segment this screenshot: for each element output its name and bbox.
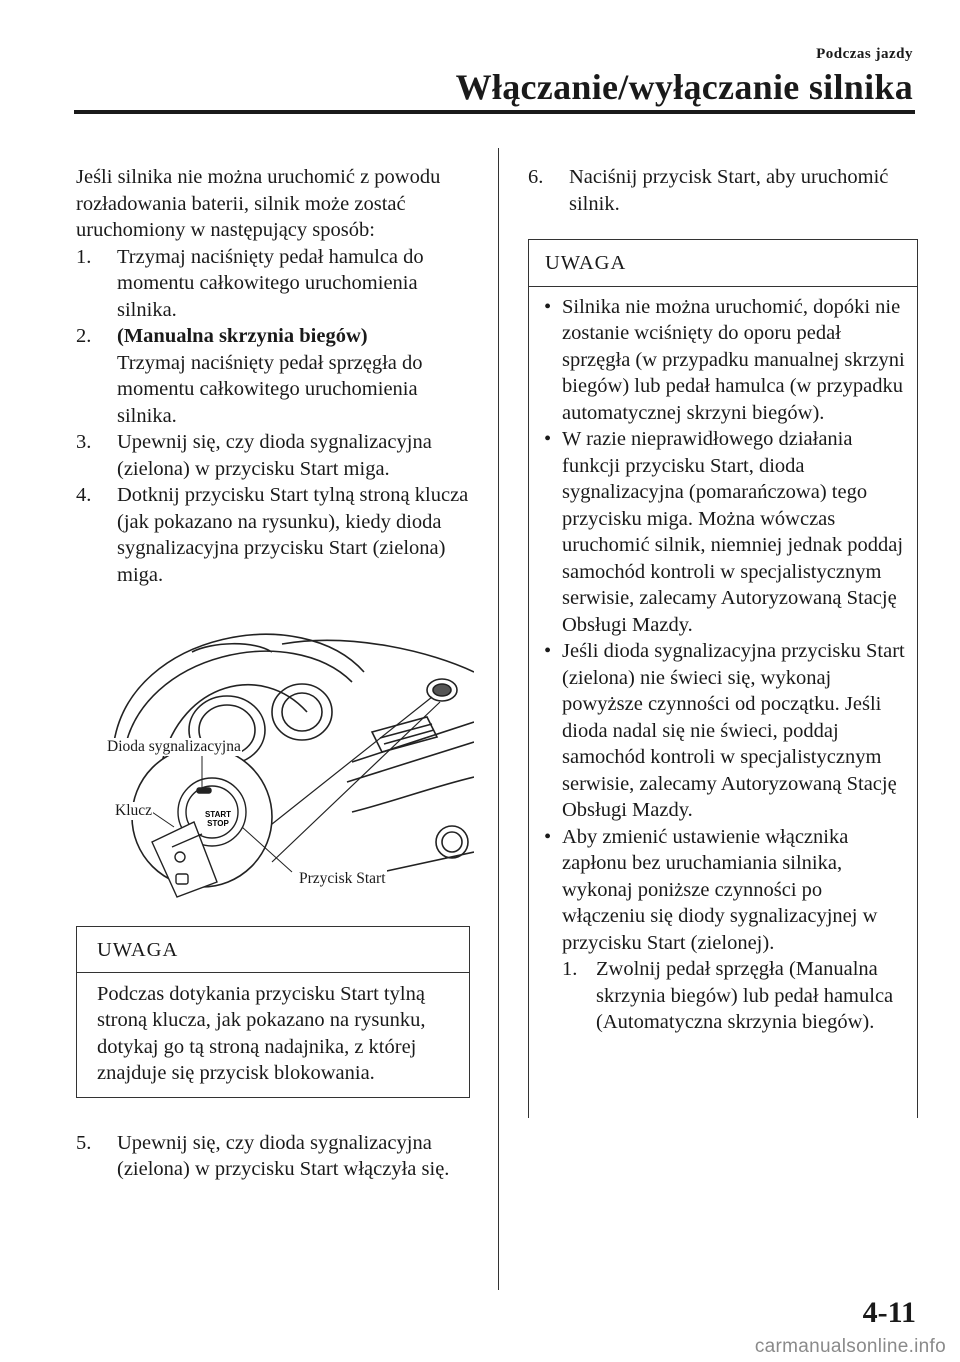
chapter-title: Włączanie/wyłączanie silnika <box>455 67 913 107</box>
label-start-button: Przycisk Start <box>299 870 386 887</box>
bullet-text: Silnika nie można uruchomić, dopóki nie zostanie wciśnięty do oporu pedał sprzęgła (w przypadku manualnej skrzyni biegów) lub pedał hamulca (w przypadku automatycznej skrzyni biegów). <box>562 295 905 424</box>
bullet-dot: • <box>544 295 552 318</box>
step-number: 3. <box>76 431 92 453</box>
steering-wheel-outer <box>114 634 364 742</box>
step-3 <box>76 429 476 482</box>
substep-number: 1. <box>562 958 578 980</box>
note-bullet <box>540 638 909 824</box>
step-heading: (Manualna skrzynia biegów) <box>117 325 368 347</box>
button-label-start: START <box>204 810 232 819</box>
step-5 <box>76 1130 476 1183</box>
step-text: Dotknij przycisku Start tylną stroną klucza (jak pokazano na rysunku), kiedy dioda sygnalizacyjna przycisku Start (zielona) miga. <box>117 484 469 586</box>
step-text: Trzymaj naciśnięty pedał sprzęgła do momentu całkowitego uruchomienia silnika. <box>117 351 423 427</box>
substep-text: Zwolnij pedał sprzęgła (Manualna skrzynia biegów) lub pedał hamulca (Automatyczna skrzynia biegów). <box>596 958 894 1033</box>
label-led: Dioda sygnalizacyjna <box>107 738 241 755</box>
header-rule <box>74 110 915 114</box>
page-number: 4-11 <box>862 1296 916 1329</box>
section-label: Podczas jazdy <box>816 46 913 62</box>
step-text: Naciśnij przycisk Start, aby uruchomić silnik. <box>569 166 889 215</box>
bullet-dot: • <box>544 428 552 450</box>
bullet-dot: • <box>544 640 552 662</box>
start-button-illustration <box>102 612 474 900</box>
note-bullet <box>540 294 909 427</box>
bullet-text: Aby zmienić ustawienie włącznika zapłonu bez uruchamiania silnika, wykonaj poniższe czynności po włączeniu się diody sygnalizacyjnej w przycisku Start (zielonej). <box>562 825 878 954</box>
step-6 <box>528 164 918 217</box>
note-box-warnings <box>528 239 918 1118</box>
note-bullet <box>540 426 909 638</box>
step-4 <box>76 482 476 588</box>
note-box <box>76 926 470 1098</box>
led-indicator-icon <box>197 788 211 793</box>
note-substep <box>540 956 909 1036</box>
dashboard-drawing <box>102 612 474 900</box>
step-text: Upewnij się, czy dioda sygnalizacyjna (zielona) w przycisku Start miga. <box>117 431 432 480</box>
step-text: Trzymaj naciśnięty pedał hamulca do momentu całkowitego uruchomienia silnika. <box>117 245 424 321</box>
column-divider <box>498 148 499 1290</box>
air-vent-icon <box>372 717 437 752</box>
intro-paragraph: Jeśli silnika nie można uruchomić z powodu rozładowania baterii, silnik może zostać uruchomiony w następujący sposób: <box>76 166 441 241</box>
step-number: 5. <box>76 1131 92 1154</box>
watermark: carmanualsonline.info <box>754 1336 946 1357</box>
note-bullet <box>540 824 909 957</box>
left-column <box>76 164 476 1183</box>
label-key: Klucz <box>115 802 153 819</box>
bullet-dot: • <box>544 825 552 848</box>
step-number: 2. <box>76 325 92 347</box>
step-2 <box>76 323 476 429</box>
bullet-text: Jeśli dioda sygnalizacyjna przycisku Start (zielona) nie świeci się, wykonaj powyższe czynności od początku. Jeśli dioda nadal się nie świeci, poddaj samochód kontroli w specjalistycznym serwisie, zalecamy Autoryzowaną Stację Obsługi Mazdy. <box>562 640 905 821</box>
right-column <box>528 164 918 1118</box>
step-1 <box>76 244 476 324</box>
note-heading: UWAGA <box>529 240 917 287</box>
button-label-stop: STOP <box>207 819 229 828</box>
bullet-text: W razie nieprawidłowego działania funkcji przycisku Start, dioda sygnalizacyjna (pomarańczowa) tego przycisku miga. Można wówczas uruchomić silnik, niemniej jednak poddaj samochód kontroli w specjalistycznym serwisie, zalecamy Autoryzowaną Stację Obsługi Mazdy. <box>562 428 904 636</box>
note-text: Podczas dotykania przycisku Start tylną stroną klucza, jak pokazano na rysunku, dotykaj go tą stroną nadajnika, z której znajduje się przycisk blokowania. <box>97 982 426 1084</box>
note-heading: UWAGA <box>77 927 469 973</box>
step-number: 4. <box>76 484 92 506</box>
step-number: 1. <box>76 245 92 268</box>
step-text: Upewnij się, czy dioda sygnalizacyjna (zielona) w przycisku Start włączyła się. <box>117 1131 450 1180</box>
step-number: 6. <box>528 166 544 188</box>
